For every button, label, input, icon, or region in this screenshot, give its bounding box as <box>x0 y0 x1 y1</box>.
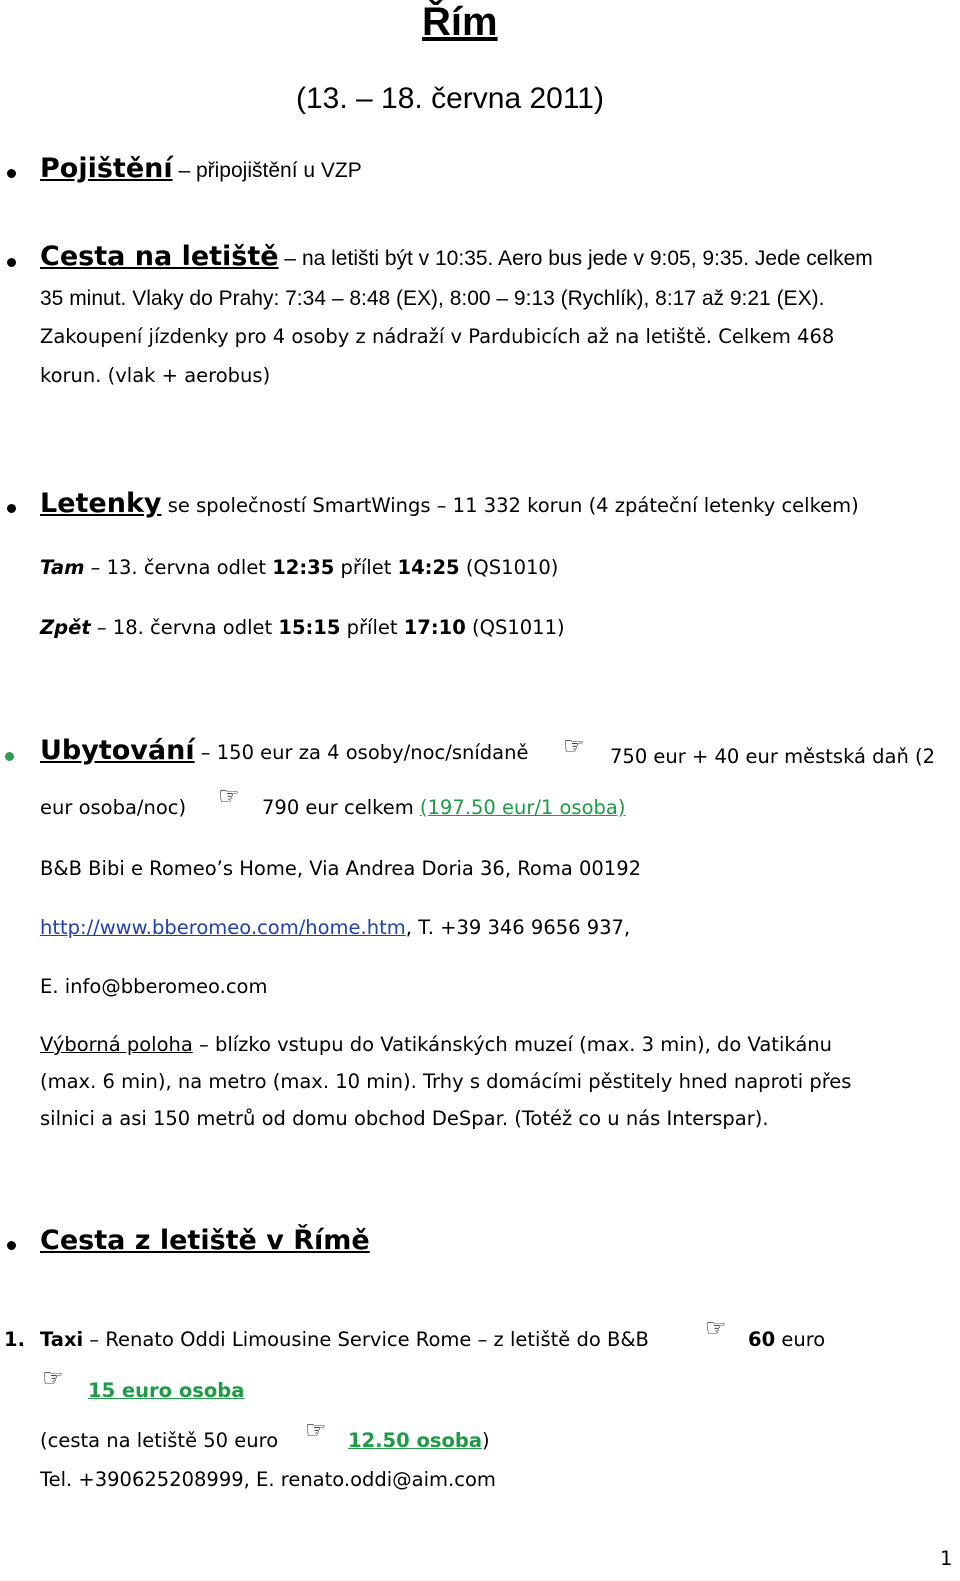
tickets-text: se společností SmartWings – 11 332 korun (4 zpáteční letenky celkem) <box>161 494 859 517</box>
taxi-return-per-person: 12.50 osoba <box>348 1429 482 1452</box>
pointing-hand-icon: ☞ <box>305 1416 327 1444</box>
taxi-per-person: 15 euro osoba <box>88 1379 245 1402</box>
flight-back-date: – 18. června odlet <box>90 616 279 639</box>
flight-there-arrival-label: přílet <box>334 556 398 579</box>
flight-there-arrival: 14:25 <box>397 556 460 579</box>
accommodation-address: B&B Bibi e Romeo’s Home, Via Andrea Doria 36, Roma 00192 <box>40 857 642 880</box>
insurance-line <box>40 153 362 184</box>
bullet-insurance <box>7 169 16 178</box>
taxi-number: 1. <box>4 1328 25 1351</box>
flight-there-date: – 13. června odlet <box>84 556 273 579</box>
accommodation-location-1 <box>40 1033 832 1056</box>
flight-there-code: (QS1010) <box>459 556 559 579</box>
flight-back-arrival-label: přílet <box>340 616 404 639</box>
taxi-return-close: ) <box>482 1429 490 1452</box>
airport-heading: Cesta na letiště <box>40 241 279 272</box>
flight-back-arrival: 17:10 <box>403 616 466 639</box>
taxi-return-line: (cesta na letiště 50 euro <box>40 1429 279 1452</box>
flight-there-departure: 12:35 <box>272 556 335 579</box>
accommodation-url-link[interactable]: http://www.bberomeo.com/home.htm <box>40 916 406 939</box>
pointing-hand-icon: ☞ <box>218 782 240 810</box>
bullet-tickets <box>7 504 16 513</box>
taxi-line <box>40 1328 649 1351</box>
pointing-hand-icon: ☞ <box>563 732 585 760</box>
flight-back-code: (QS1011) <box>465 616 565 639</box>
location-text-1: – blízko vstupu do Vatikánských muzeí (max. 3 min), do Vatikánu <box>192 1033 832 1056</box>
flight-back-label: Zpět <box>40 616 91 639</box>
accommodation-contact <box>40 916 630 939</box>
accommodation-location-2: (max. 6 min), na metro (max. 10 min). Trhy s domácími pěstitely hned naproti přes <box>40 1070 852 1093</box>
accommodation-location-3: silnici a asi 150 metrů od domu obchod DeSpar. (Totéž co u nás Interspar). <box>40 1107 769 1130</box>
accommodation-heading: Ubytování <box>40 735 195 766</box>
from-airport-heading: Cesta z letiště v Římě <box>40 1225 370 1256</box>
flight-back-departure: 15:15 <box>278 616 341 639</box>
accommodation-text-2: 750 eur + 40 eur městská daň (2 <box>610 745 936 768</box>
taxi-contact: Tel. +390625208999, E. renato.oddi@aim.com <box>40 1468 496 1491</box>
taxi-price-line <box>748 1328 825 1351</box>
tickets-heading: Letenky <box>40 488 162 519</box>
location-label: Výborná poloha <box>40 1033 193 1056</box>
airport-text-1: – na letišti být v 10:35. Aero bus jede v 9:05, 9:35. Jede celkem <box>278 247 873 270</box>
airport-line-1 <box>40 241 873 272</box>
taxi-price: 60 <box>748 1328 776 1351</box>
bullet-accommodation <box>5 752 14 761</box>
accommodation-total <box>262 796 625 819</box>
taxi-return-price <box>348 1429 490 1452</box>
pointing-hand-icon: ☞ <box>42 1364 64 1392</box>
flight-there <box>40 556 558 579</box>
airport-text-3: Zakoupení jízdenky pro 4 osoby z nádraží v Pardubicích až na letiště. Celkem 468 <box>40 325 835 348</box>
accommodation-email: E. info@bberomeo.com <box>40 975 268 998</box>
flight-back <box>40 616 565 639</box>
airport-text-4: korun. (vlak + aerobus) <box>40 364 271 387</box>
accommodation-per-person: (197.50 eur/1 osoba) <box>419 796 626 819</box>
accommodation-text-3: eur osoba/noc) <box>40 796 187 819</box>
tickets-line <box>40 488 859 519</box>
accommodation-phone: , T. +39 346 9656 937, <box>405 916 631 939</box>
taxi-currency: euro <box>775 1328 826 1351</box>
accommodation-line-1 <box>40 735 528 766</box>
accommodation-total-text: 790 eur celkem <box>262 796 414 819</box>
bullet-from-airport <box>7 1241 16 1250</box>
pointing-hand-icon: ☞ <box>705 1314 727 1342</box>
page-number: 1 <box>940 1547 953 1570</box>
insurance-text: – připojištění u VZP <box>172 159 362 182</box>
taxi-label: Taxi <box>40 1328 84 1351</box>
taxi-text: – Renato Oddi Limousine Service Rome – z letiště do B&B <box>83 1328 649 1351</box>
accommodation-text-1: – 150 eur za 4 osoby/noc/snídaně <box>194 741 529 764</box>
flight-there-label: Tam <box>40 556 85 579</box>
bullet-airport <box>7 258 16 267</box>
page-title: Řím <box>422 0 498 44</box>
insurance-heading: Pojištění <box>40 153 173 184</box>
trip-dates: (13. – 18. června 2011) <box>296 82 604 115</box>
airport-text-2: 35 minut. Vlaky do Prahy: 7:34 – 8:48 (EX), 8:00 – 9:13 (Rychlík), 8:17 až 9:21 (EX). <box>40 287 825 310</box>
